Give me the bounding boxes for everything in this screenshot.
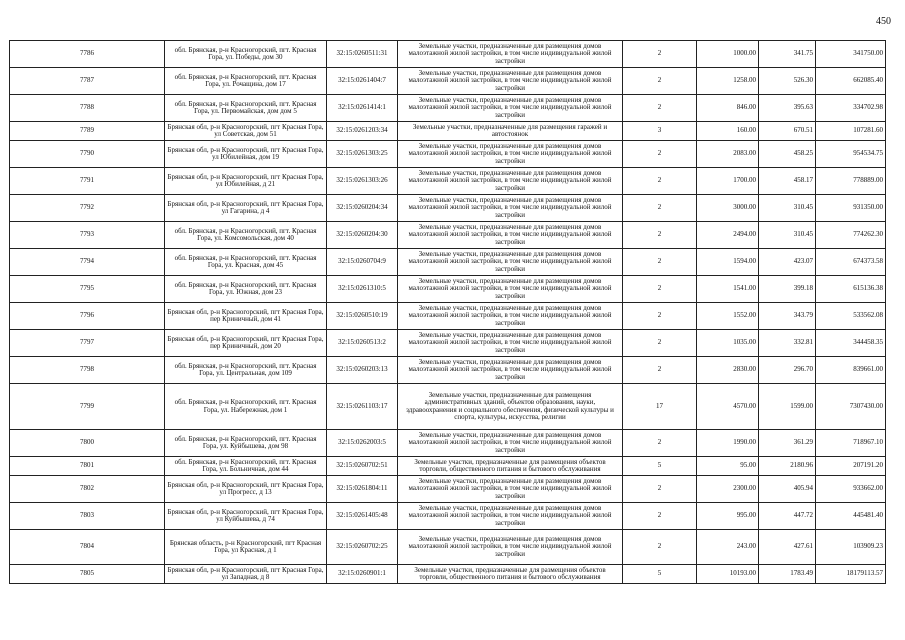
cadastral-value-cell: 344458.35: [816, 330, 886, 357]
address-cell: обл. Брянская, р-н Красногорский, пгт. Красная Гора, ул. Центральная, дом 109: [165, 357, 327, 384]
cadastral-value-cell: 7307430.00: [816, 384, 886, 430]
area-cell: 1594.00: [697, 249, 759, 276]
cadastral-number-cell: 32:15:0261405:48: [327, 503, 398, 530]
row-number-cell: 7798: [10, 357, 165, 384]
cadastral-number-cell: 32:15:0260513:2: [327, 330, 398, 357]
address-cell: Брянская обл, р-н Красногорский, пгт Красная Гора, ул Юбилейная, д 21: [165, 168, 327, 195]
use-group-cell: 2: [623, 195, 697, 222]
row-number-cell: 7796: [10, 303, 165, 330]
row-number-cell: 7805: [10, 565, 165, 584]
row-number-cell: 7794: [10, 249, 165, 276]
use-group-cell: 2: [623, 249, 697, 276]
row-number-cell: 7790: [10, 141, 165, 168]
table-row: [10, 357, 886, 384]
table-row: [10, 276, 886, 303]
address-cell: обл. Брянская, р-н Красногорский, пгт. Красная Гора, ул. Больничная, дом 44: [165, 457, 327, 476]
area-cell: 2830.00: [697, 357, 759, 384]
permitted-use-cell: Земельные участки, предназначенные для размещения домов малоэтажной жилой застройки, в том числе индивидуальной жилой застройки: [398, 303, 623, 330]
table-row: [10, 122, 886, 141]
cadastral-number-cell: 32:15:0260702:25: [327, 530, 398, 565]
address-cell: Брянская обл, р-н Красногорский, пгт Красная Гора, пер Криничный, дом 41: [165, 303, 327, 330]
row-number-cell: 7800: [10, 430, 165, 457]
permitted-use-cell: Земельные участки, предназначенные для размещения домов малоэтажной жилой застройки, в том числе индивидуальной жилой застройки: [398, 168, 623, 195]
address-cell: Брянская обл, р-н Красногорский, пгт Красная Гора, пер Криничный, дом 20: [165, 330, 327, 357]
permitted-use-cell: Земельные участки, предназначенные для размещения домов малоэтажной жилой застройки, в том числе индивидуальной жилой застройки: [398, 68, 623, 95]
cadastral-value-cell: 341750.00: [816, 41, 886, 68]
row-number-cell: 7787: [10, 68, 165, 95]
permitted-use-cell: Земельные участки, предназначенные для размещения домов малоэтажной жилой застройки, в том числе индивидуальной жилой застройки: [398, 195, 623, 222]
table-row: [10, 168, 886, 195]
specific-value-cell: 399.18: [759, 276, 816, 303]
cadastral-number-cell: 32:15:0261303:25: [327, 141, 398, 168]
use-group-cell: 3: [623, 122, 697, 141]
cadastral-number-cell: 32:15:0260901:1: [327, 565, 398, 584]
use-group-cell: 2: [623, 41, 697, 68]
address-cell: обл. Брянская, р-н Красногорский, пгт. Красная Гора, ул. Куйбышева, дом 98: [165, 430, 327, 457]
cadastral-number-cell: 32:15:0260511:31: [327, 41, 398, 68]
address-cell: обл. Брянская, р-н Красногорский, пгт. Красная Гора, ул. Набережная, дом 1: [165, 384, 327, 430]
table-row: [10, 222, 886, 249]
table-row: [10, 95, 886, 122]
area-cell: 1000.00: [697, 41, 759, 68]
area-cell: 1552.00: [697, 303, 759, 330]
permitted-use-cell: Земельные участки, предназначенные для размещения домов малоэтажной жилой застройки, в том числе индивидуальной жилой застройки: [398, 222, 623, 249]
use-group-cell: 2: [623, 357, 697, 384]
area-cell: 1258.00: [697, 68, 759, 95]
use-group-cell: 2: [623, 330, 697, 357]
cadastral-number-cell: 32:15:0262003:5: [327, 430, 398, 457]
address-cell: Брянская обл, р-н Красногорский, пгт Красная Гора, ул Гагарина, д 4: [165, 195, 327, 222]
table-row: [10, 457, 886, 476]
page-number: 450: [876, 16, 891, 27]
use-group-cell: 2: [623, 476, 697, 503]
permitted-use-cell: Земельные участки, предназначенные для размещения домов малоэтажной жилой застройки, в том числе индивидуальной жилой застройки: [398, 357, 623, 384]
table-row: [10, 330, 886, 357]
cadastral-number-cell: 32:15:0260204:34: [327, 195, 398, 222]
cadastral-value-cell: 931350.00: [816, 195, 886, 222]
specific-value-cell: 2180.96: [759, 457, 816, 476]
address-cell: обл. Брянская, р-н Красногорский, пгт. Красная Гора, ул. Комсомольская, дом 40: [165, 222, 327, 249]
specific-value-cell: 310.45: [759, 195, 816, 222]
cadastral-number-cell: 32:15:0260704:9: [327, 249, 398, 276]
area-cell: 3000.00: [697, 195, 759, 222]
cadastral-value-cell: 615136.38: [816, 276, 886, 303]
address-cell: обл. Брянская, р-н Красногорский, пгт. Красная Гора, ул. Победы, дом 30: [165, 41, 327, 68]
row-number-cell: 7803: [10, 503, 165, 530]
cadastral-value-cell: 107281.60: [816, 122, 886, 141]
cadastral-value-cell: 839661.00: [816, 357, 886, 384]
permitted-use-cell: Земельные участки, предназначенные для размещения домов малоэтажной жилой застройки, в том числе индивидуальной жилой застройки: [398, 41, 623, 68]
row-number-cell: 7793: [10, 222, 165, 249]
specific-value-cell: 395.63: [759, 95, 816, 122]
row-number-cell: 7799: [10, 384, 165, 430]
specific-value-cell: 458.25: [759, 141, 816, 168]
permitted-use-cell: Земельные участки, предназначенные для размещения домов малоэтажной жилой застройки, в том числе индивидуальной жилой застройки: [398, 141, 623, 168]
area-cell: 1541.00: [697, 276, 759, 303]
cadastral-value-cell: 103909.23: [816, 530, 886, 565]
row-number-cell: 7789: [10, 122, 165, 141]
cadastral-value-cell: 18179113.57: [816, 565, 886, 584]
address-cell: Брянская обл, р-н Красногорский, пгт Красная Гора, ул Юбилейная, дом 19: [165, 141, 327, 168]
specific-value-cell: 670.51: [759, 122, 816, 141]
area-cell: 160.00: [697, 122, 759, 141]
address-cell: Брянская обл, р-н Красногорский, пгт Красная Гора, ул Куйбышева, д 74: [165, 503, 327, 530]
cadastral-value-cell: 662085.40: [816, 68, 886, 95]
cadastral-number-cell: 32:15:0261203:34: [327, 122, 398, 141]
cadastral-number-cell: 32:15:0260204:30: [327, 222, 398, 249]
use-group-cell: 5: [623, 457, 697, 476]
area-cell: 95.00: [697, 457, 759, 476]
use-group-cell: 2: [623, 95, 697, 122]
address-cell: Брянская обл, р-н Красногорский, пгт Красная Гора, ул Западная, д 8: [165, 565, 327, 584]
specific-value-cell: 427.61: [759, 530, 816, 565]
permitted-use-cell: Земельные участки, предназначенные для размещения домов малоэтажной жилой застройки, в том числе индивидуальной жилой застройки: [398, 330, 623, 357]
cadastral-number-cell: 32:15:0260203:13: [327, 357, 398, 384]
specific-value-cell: 423.07: [759, 249, 816, 276]
specific-value-cell: 343.79: [759, 303, 816, 330]
permitted-use-cell: Земельные участки, предназначенные для размещения домов малоэтажной жилой застройки, в том числе индивидуальной жилой застройки: [398, 530, 623, 565]
area-cell: 2300.00: [697, 476, 759, 503]
table-row: [10, 565, 886, 584]
cadastral-number-cell: 32:15:0261303:26: [327, 168, 398, 195]
cadastral-value-cell: 533562.08: [816, 303, 886, 330]
cadastral-number-cell: 32:15:0260510:19: [327, 303, 398, 330]
permitted-use-cell: Земельные участки, предназначенные для размещения домов малоэтажной жилой застройки, в том числе индивидуальной жилой застройки: [398, 276, 623, 303]
address-cell: обл. Брянская, р-н Красногорский, пгт. Красная Гора, ул. Красная, дом 45: [165, 249, 327, 276]
cadastral-value-cell: 334702.98: [816, 95, 886, 122]
cadastral-value-cell: 774262.30: [816, 222, 886, 249]
permitted-use-cell: Земельные участки, предназначенные для размещения объектов торговли, общественного питания и бытового обслуживания: [398, 565, 623, 584]
table-row: [10, 249, 886, 276]
table-row: [10, 195, 886, 222]
row-number-cell: 7804: [10, 530, 165, 565]
address-cell: Брянская обл, р-н Красногорский, пгт Красная Гора, ул Советская, дом 51: [165, 122, 327, 141]
permitted-use-cell: Земельные участки, предназначенные для размещения объектов торговли, общественного питания и бытового обслуживания: [398, 457, 623, 476]
table-row: [10, 141, 886, 168]
row-number-cell: 7795: [10, 276, 165, 303]
specific-value-cell: 341.75: [759, 41, 816, 68]
specific-value-cell: 458.17: [759, 168, 816, 195]
use-group-cell: 2: [623, 141, 697, 168]
permitted-use-cell: Земельные участки, предназначенные для размещения домов малоэтажной жилой застройки, в том числе индивидуальной жилой застройки: [398, 503, 623, 530]
cadastral-number-cell: 32:15:0261414:1: [327, 95, 398, 122]
specific-value-cell: 310.45: [759, 222, 816, 249]
cadastral-number-cell: 32:15:0261804:11: [327, 476, 398, 503]
row-number-cell: 7797: [10, 330, 165, 357]
table-row: [10, 476, 886, 503]
table-row: [10, 530, 886, 565]
land-registry-table: [9, 40, 886, 584]
specific-value-cell: 361.29: [759, 430, 816, 457]
permitted-use-cell: Земельные участки, предназначенные для размещения гаражей и автостоянок: [398, 122, 623, 141]
area-cell: 1990.00: [697, 430, 759, 457]
permitted-use-cell: Земельные участки, предназначенные для размещения домов малоэтажной жилой застройки, в том числе индивидуальной жилой застройки: [398, 95, 623, 122]
cadastral-value-cell: 954534.75: [816, 141, 886, 168]
area-cell: 2494.00: [697, 222, 759, 249]
address-cell: Брянская обл, р-н Красногорский, пгт Красная Гора, ул Прогресс, д 13: [165, 476, 327, 503]
row-number-cell: 7801: [10, 457, 165, 476]
address-cell: обл. Брянская, р-н Красногорский, пгт. Красная Гора, ул. Южная, дом 23: [165, 276, 327, 303]
table-row: [10, 384, 886, 430]
cadastral-value-cell: 778889.00: [816, 168, 886, 195]
area-cell: 846.00: [697, 95, 759, 122]
row-number-cell: 7792: [10, 195, 165, 222]
table-row: [10, 430, 886, 457]
use-group-cell: 2: [623, 303, 697, 330]
cadastral-value-cell: 933662.00: [816, 476, 886, 503]
row-number-cell: 7802: [10, 476, 165, 503]
area-cell: 995.00: [697, 503, 759, 530]
specific-value-cell: 1783.49: [759, 565, 816, 584]
address-cell: обл. Брянская, р-н Красногорский, пгт. Красная Гора, ул. Рочащина, дом 17: [165, 68, 327, 95]
table-row: [10, 41, 886, 68]
table-row: [10, 303, 886, 330]
address-cell: Брянская область, р-н Красногорский, пгт Красная Гора, ул Красная, д 1: [165, 530, 327, 565]
permitted-use-cell: Земельные участки, предназначенные для размещения домов малоэтажной жилой застройки, в том числе индивидуальной жилой застройки: [398, 476, 623, 503]
row-number-cell: 7786: [10, 41, 165, 68]
use-group-cell: 17: [623, 384, 697, 430]
cadastral-value-cell: 445481.40: [816, 503, 886, 530]
specific-value-cell: 1599.00: [759, 384, 816, 430]
row-number-cell: 7788: [10, 95, 165, 122]
table-row: [10, 68, 886, 95]
use-group-cell: 2: [623, 222, 697, 249]
address-cell: обл. Брянская, р-н Красногорский, пгт. Красная Гора, ул. Первомайская, дом дом 5: [165, 95, 327, 122]
use-group-cell: 2: [623, 530, 697, 565]
table-row: [10, 503, 886, 530]
specific-value-cell: 405.94: [759, 476, 816, 503]
area-cell: 1700.00: [697, 168, 759, 195]
specific-value-cell: 296.70: [759, 357, 816, 384]
cadastral-value-cell: 674373.58: [816, 249, 886, 276]
use-group-cell: 2: [623, 503, 697, 530]
use-group-cell: 2: [623, 430, 697, 457]
cadastral-value-cell: 718967.10: [816, 430, 886, 457]
permitted-use-cell: Земельные участки, предназначенные для размещения домов малоэтажной жилой застройки, в том числе индивидуальной жилой застройки: [398, 249, 623, 276]
permitted-use-cell: Земельные участки, предназначенные для размещения административных зданий, объектов образования, науки, здравоохранения и социального обеспечения, физической культуры и спорта, культуры, искусства, религии: [398, 384, 623, 430]
area-cell: 243.00: [697, 530, 759, 565]
row-number-cell: 7791: [10, 168, 165, 195]
use-group-cell: 2: [623, 276, 697, 303]
specific-value-cell: 526.30: [759, 68, 816, 95]
specific-value-cell: 447.72: [759, 503, 816, 530]
specific-value-cell: 332.81: [759, 330, 816, 357]
area-cell: 4570.00: [697, 384, 759, 430]
use-group-cell: 2: [623, 68, 697, 95]
use-group-cell: 2: [623, 168, 697, 195]
cadastral-number-cell: 32:15:0261310:5: [327, 276, 398, 303]
cadastral-value-cell: 207191.20: [816, 457, 886, 476]
area-cell: 2083.00: [697, 141, 759, 168]
area-cell: 10193.00: [697, 565, 759, 584]
use-group-cell: 5: [623, 565, 697, 584]
permitted-use-cell: Земельные участки, предназначенные для размещения домов малоэтажной жилой застройки, в том числе индивидуальной жилой застройки: [398, 430, 623, 457]
area-cell: 1035.00: [697, 330, 759, 357]
table-body: [10, 41, 886, 584]
cadastral-number-cell: 32:15:0261103:17: [327, 384, 398, 430]
cadastral-number-cell: 32:15:0260702:51: [327, 457, 398, 476]
cadastral-number-cell: 32:15:0261404:7: [327, 68, 398, 95]
